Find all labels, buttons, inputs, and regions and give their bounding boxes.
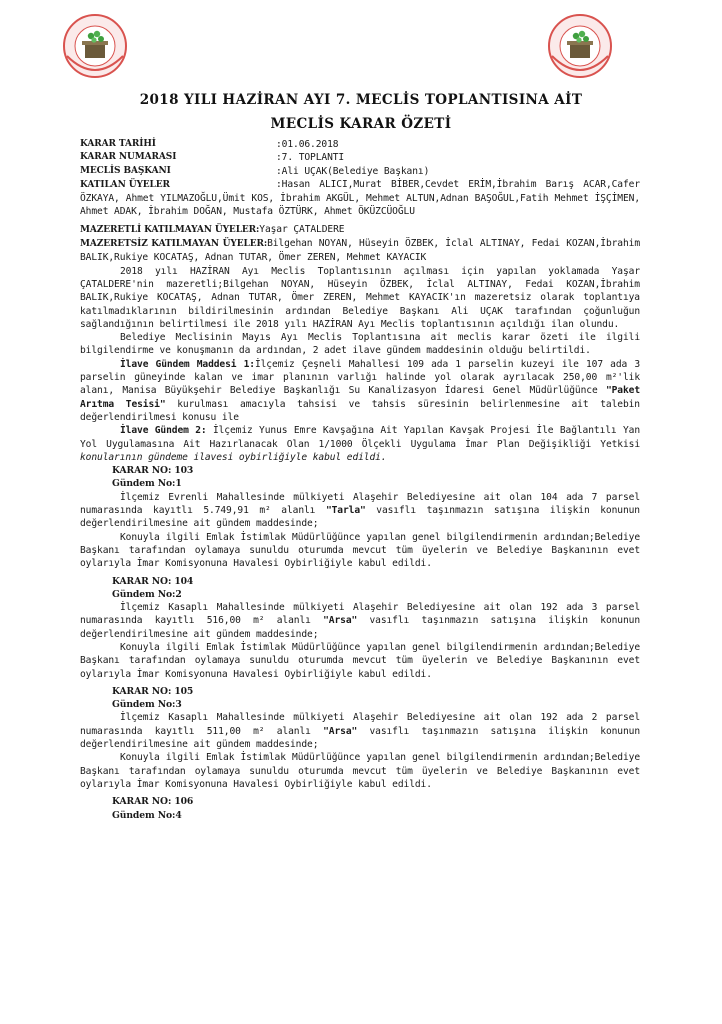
ilave-gundem-1-bold: "Paket Arıtma Tesisi"	[80, 385, 640, 410]
intro-paragraph-1: 2018 yılı HAZİRAN Ayı Meclis Toplantısının açılması için yapılan yoklamada Yaşar ÇATALDERE'nin mazeretli;Bilgehan NOYAN, Hüseyin ÖZBEK, İclal ALTINAY, Fedai KOZAN,İbrahim BALIK,Rukiye KOCATAŞ, Adnan TUTAR, Ömer ZEREN, Mehmet KAYACIK'ın mazeretsiz olarak toplantıya katılmadıklarının bildirilmesinin ardından Belediye Başkanı Ali UÇAK tarafından çoğunluğun sağlandığının belirtilmesi ile 2018 yılı HAZİRAN Ayı Meclis toplantısının açıldığı ilan olundu.	[80, 265, 640, 330]
karar-numarasi-label: KARAR NUMARASI	[80, 152, 177, 163]
karar-tarihi-value: :01.06.2018	[276, 139, 339, 150]
meta-row-excused	[80, 223, 640, 237]
gundem-3-heading: Gündem No:3	[112, 699, 182, 711]
meta-row-date	[80, 138, 640, 151]
karar-numarasi-value: :7. TOPLANTI	[276, 152, 345, 164]
katilan-label: KATILAN ÜYELER	[80, 179, 170, 190]
ilave-gundem-1-text-a: İlçemiz Çeşneli Mahallesi 109 ada 1 parselin kuzeyi ile 107 ada 3 parselin güneyinde kalan ve imar planının varlığı halinde yol olarak ayrılacak 250,00 m²'lik alanı, Manisa Büyükşehir Belediye Başkanlığı Su Kanalizasyon İdaresi Genel Müdürlüğünce	[80, 358, 641, 397]
mazeretsiz-label: MAZERETSİZ KATILMAYAN ÜYELER:	[80, 239, 268, 250]
karar-104-heading: KARAR NO: 104	[112, 575, 194, 587]
ilave-gundem-2-text: İlçemiz Yunus Emre Kavşağına Ait Yapılan Kavşak Projesi İle Bağlantılı Yan Yol Uygulamasına Ait Hazırlanacak Olan 1/1000 Ölçekli Uygulama İmar Plan Değişikliği Yetkisi	[80, 425, 641, 450]
intro-paragraph-2: Belediye Meclisinin Mayıs Ayı Meclis Toplantısına ait meclis karar özeti ile ilgili bilgilendirme ve konuşmanın da ardından, 2 adet ilave gündem maddesinin olduğu belirtildi.	[80, 332, 640, 357]
meta-row-attendees	[80, 178, 640, 219]
karar-103-bold: "Tarla"	[325, 505, 366, 517]
gundem-4-heading: Gündem No:4	[112, 809, 182, 821]
meclis-baskani-label: MECLİS BAŞKANI	[80, 165, 171, 176]
document-subtitle: MECLİS KARAR ÖZETİ	[270, 116, 452, 132]
meta-row-chair	[80, 165, 640, 178]
municipality-logo-right	[540, 12, 620, 84]
karar-104-bold: "Arsa"	[323, 615, 358, 627]
karar-103-text-a: İlçemiz Evrenli Mahallesinde mülkiyeti Alaşehir Belediyesine ait olan 104 ada 7 parsel numarasında kayıtlı 5.749,91 m² alanlı	[80, 491, 640, 517]
karar-105-paragraph-1	[80, 711, 640, 751]
karar-106-heading: KARAR NO: 106	[112, 796, 194, 808]
karar-104-paragraph-1	[80, 601, 640, 641]
karar-103-text-b: vasıflı taşınmazın satışına ilişkin konunun değerlendirilmesine ait gündem maddesinde;	[80, 505, 640, 530]
karar-103-heading: KARAR NO: 103	[112, 465, 194, 477]
karar-104-text-b: vasıflı taşınmazın satışına ilişkin konunun değerlendirilmesine ait gündem maddesinde;	[80, 615, 640, 640]
document-body	[80, 138, 640, 822]
mazeretli-value: Yaşar ÇATALDERE	[259, 223, 345, 235]
ilave-gundem-1-text-b: kurulması amacıyla tahsisi ve tahsis süresinin belirlenmesine ait talebin değerlendirilmesi konusu ile	[80, 398, 640, 423]
ilave-gundem-2-label: İlave Gündem 2:	[120, 425, 207, 437]
karar-105-bold: "Arsa"	[323, 725, 358, 737]
katilan-value: :Hasan ALICI,Murat BİBER,Cevdet ERİM,İbrahim Barış ACAR,Cafer ÖZKAYA, Ahmet YILMAZOĞLU,Ümit KOS, İbrahim AKGÜL, Mehmet ALTUN,Adnan BAŞOĞUL,Fatih Mehmet İŞÇİMEN, Ahmet ADAK, İbrahim DOĞAN, Mustafa ÖZTÜRK, Ahmet ÖKÜZCÜOĞLU	[80, 178, 640, 218]
municipality-logo-left	[55, 12, 135, 84]
karar-103-paragraph-2: Konuyla ilgili Emlak İstimlak Müdürlüğünce yapılan genel bilgilendirmenin ardından;Belediye Başkanı tarafından oylamaya sunuldu oturumda mevcut tüm üyelerin ve Belediye Başkanının evet oylarıyla İmar Komisyonuna Havalesi Oybirliğiyle kabul edildi.	[80, 531, 640, 570]
meta-row-number	[80, 151, 640, 164]
mazeretsiz-value: Bilgehan NOYAN, Hüseyin ÖZBEK, İclal ALTINAY, Fedai KOZAN,İbrahim BALIK,Rukiye KOCATAŞ, Adnan TUTAR, Ömer ZEREN, Mehmet KAYACIK	[80, 238, 640, 264]
karar-103-paragraph-1	[80, 491, 640, 531]
ilave-gundem-2	[80, 424, 640, 464]
gundem-1-heading: Gündem No:1	[112, 478, 182, 490]
mazeretli-label: MAZERETLİ KATILMAYAN ÜYELER:	[80, 224, 260, 235]
meta-row-unexcused	[80, 237, 640, 265]
karar-104-paragraph-2: Konuyla ilgili Emlak İstimlak Müdürlüğünce yapılan genel bilgilendirmenin ardından;Belediye Başkanı tarafından oylamaya sunuldu oturumda mevcut tüm üyelerin ve Belediye Başkanının evet oylarıyla İmar Komisyonuna Havalesi Oybirliğiyle kabul edildi.	[80, 641, 640, 680]
meclis-baskani-value: :Ali UÇAK(Belediye Başkanı)	[276, 165, 430, 177]
karar-105-text-b: vasıflı taşınmazın satışına ilişkin konunun değerlendirilmesine ait gündem maddesinde;	[80, 725, 640, 751]
ilave-gundem-1	[80, 358, 640, 424]
karar-105-paragraph-2: Konuyla ilgili Emlak İstimlak Müdürlüğünce yapılan genel bilgilendirmenin ardından;Belediye Başkanı tarafından oylamaya sunuldu oturumda mevcut tüm üyelerin ve Belediye Başkanının evet oylarıyla İmar Komisyonuna Havalesi Oybirliğiyle kabul edildi.	[80, 752, 640, 790]
gundem-2-heading: Gündem No:2	[112, 588, 182, 600]
karar-105-text-a: İlçemiz Kasaplı Mahallesinde mülkiyeti Alaşehir Belediyesine ait olan 192 ada 2 parsel numarasında kayıtlı 511,00 m² alanlı	[80, 712, 640, 737]
ilave-gundem-2-italic: konularının gündeme ilavesi oybirliğiyle kabul edildi.	[80, 451, 387, 463]
karar-104-text-a: İlçemiz Kasaplı Mahallesinde mülkiyeti Alaşehir Belediyesine ait olan 192 ada 3 parsel numarasında kayıtlı 516,00 m² alanlı	[80, 602, 640, 627]
karar-105-heading: KARAR NO: 105	[112, 685, 194, 697]
document-title: 2018 YILI HAZİRAN AYI 7. MECLİS TOPLANTISINA AİT	[139, 92, 583, 108]
ilave-gundem-1-label: İlave Gündem Maddesi 1:	[120, 358, 255, 370]
karar-tarihi-label: KARAR TARİHİ	[80, 139, 156, 149]
